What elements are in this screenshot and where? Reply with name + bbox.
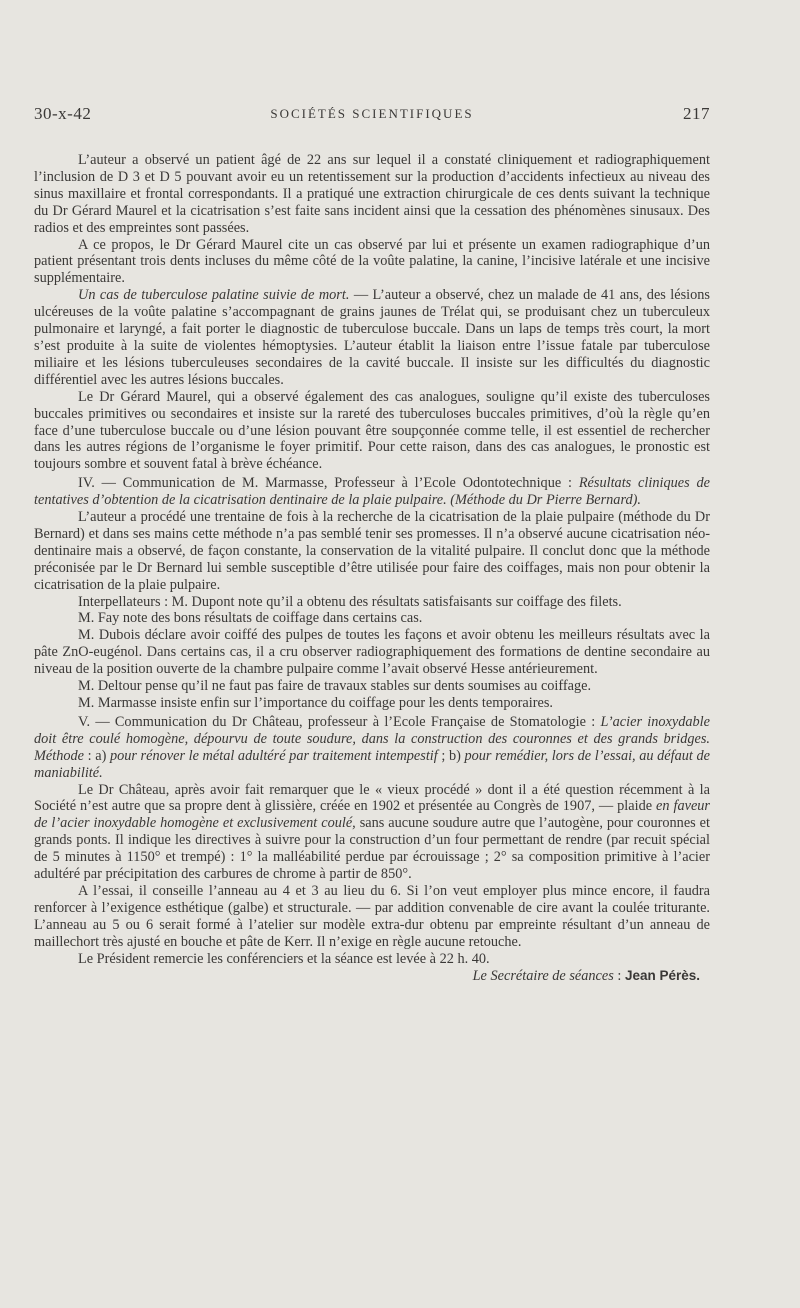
- article-body: [34, 152, 710, 984]
- paragraph-3: Un cas de tuberculose palatine suivie de mort. — L’auteur a observé, chez un malade de 41 ans, des lésions ulcéreuses de la voûte palatine s’accompagnant de grains jaunes de Trélat qui, se produisant chez un tuberculeux pulmonaire et laryngé, a fait porter le diagnostic de tuberculose buccale. Dans un laps de temps très court, la mort s’est produite à la suite de violentes hémoptysies. L’auteur établit la liaison entre l’issue fatale par tuberculose miliaire et les lésions tuberculeuses secondaires de la cavité buccale. Il insiste sur les difficultés du diagnostic différentiel avec les autres lésions buccales.: [34, 287, 710, 388]
- communication-iv-title: Résultats cliniques de tentatives d’obtention de la cicatrisation dentinaire de la plaie pulpaire. (Méthode du Dr Pierre Bernard).: [34, 475, 710, 509]
- paragraph-8: M. Fay note des bons résultats de coiffage dans certains cas.: [78, 610, 423, 627]
- paragraph-13: Le Dr Château, après avoir fait remarquer que le « vieux procédé » dont il a été question récemment à la Société n’est autre que sa propre dent à glissière, créée en 1902 et présentée au Congrès de 1907, — plaide en faveur de l’acier inoxydable homogène et exclusivement coulé, sans aucune soudure autre que l’autogène, pour couronnes et grands ponts. Il indique les directives à suivre pour la construction d’un four permettant de rendre (par recuit spécial de 5 minutes à 1150° et trempé) : 1° la malléabilité perdue par écrouissage ; 2° sa composition primitive à l’acier adultéré par précipitation des carbures de chrome à partir de 850°.: [34, 781, 711, 883]
- paragraph-14: A l’essai, il conseille l’anneau au 4 et 3 au lieu du 6. Si l’on veut employer plus mince encore, il faudra renforcer à l’exigence esthétique (galbe) et structurale. — par addition convenable de cire avant la coulée triturante. L’anneau au 5 ou 6 serait formé à l’atelier sur modèle extra-dur obtenu par empreinte résultant d’un anneau de maillechort très ajusté en bouche et pâte de Kerr. Il n’exige en règle aucune retouche.: [34, 882, 710, 950]
- signature: Le Secrétaire de séances : Jean Pérès.: [472, 967, 700, 984]
- page-number: 217: [683, 104, 710, 123]
- paragraph-6: L’auteur a procédé une trentaine de fois à la recherche de la cicatrisation de la plaie pulpaire (méthode du Dr Bernard) et dans ses mains cette méthode n’a pas semblé tenir ses promesses. Il n’a observé aucune cicatrisation néo-dentinaire mais a observé, de façon constante, la conservation de la vitalité pulpaire. Il conclut donc que la méthode préconisée par le Dr Bernard lui semble susceptible d’être utilisée pour faire des coiffages, mais non pour obtenir la cicatrisation de la plaie pulpaire.: [34, 509, 710, 593]
- case-title: Un cas de tuberculose palatine suivie de mort.: [78, 287, 350, 304]
- communication-iv: IV. — Communication de M. Marmasse, Professeur à l’Ecole Odontotechnique : Résultats cliniques de tentatives d’obtention de la cicatrisation dentinaire de la plaie pulpaire. (Méthode du Dr Pierre Bernard).: [34, 475, 710, 509]
- signature-role: Le Secrétaire de séances: [472, 967, 614, 984]
- communication-v-title: L’acier inoxydable doit être coulé homogène, dépourvu de toute soudure, dans la construction des couronnes et des grands bridges. Méthode: [34, 713, 711, 764]
- paragraph-1: L’auteur a observé un patient âgé de 22 ans sur lequel il a constaté cliniquement et radiographiquement l’inclusion de D 3 et D 5 pouvant avoir eu un retentissement sur la production d’accidents infectieux au niveau des sinus maxillaire et frontal correspondants. Il a pratiqué une extraction chirurgicale de ces dents suivant la technique du Dr Gérard Maurel et la cicatrisation s’est faite sans incident ainsi que la cessation des phénomènes sinusaux. Des radios et des empreintes sont passées.: [34, 152, 710, 236]
- page-date: 30-x-42: [34, 104, 92, 123]
- paragraph-2: A ce propos, le Dr Gérard Maurel cite un cas observé par lui et présente un examen radiographique d’un patient présentant trois dents incluses du même côté de la voûte palatine, la canine, l’incisive latérale et une incisive supplémentaire.: [34, 236, 710, 287]
- paragraph-11: M. Marmasse insiste enfin sur l’importance du coiffage pour les dents temporaires.: [78, 695, 553, 711]
- paragraph-10: M. Deltour pense qu’il ne faut pas faire de travaux stables sur dents soumises au coiffage.: [78, 678, 592, 695]
- paragraph-9: M. Dubois déclare avoir coiffé des pulpes de toutes les façons et avoir obtenu les meilleurs résultats avec la pâte ZnO-eugénol. Dans certains cas, il a cru observer radiographiquement des formations de dentine secondaire au niveau de la position ouverte de la chambre pulpaire comme l’avait observé Hesse antérieurement.: [34, 627, 710, 678]
- signature-name: Jean Pérès.: [624, 967, 700, 983]
- paragraph-7: Interpellateurs : M. Dupont note qu’il a obtenu des résultats satisfaisants sur coiffage des filets.: [78, 593, 622, 610]
- paragraph-4: Le Dr Gérard Maurel, qui a observé également des cas analogues, souligne qu’il existe des tuberculoses buccales primitives ou secondaires et insiste sur la rareté des tuberculoses buccales primitives, d’où la règle qu’en face d’une tuberculose buccale ou d’une lésion pouvant être soupçonnée comme telle, il est essentiel de rechercher dans les autres régions de l’organisme le foyer primitif. Pour cette raison, dans des cas analogues, le pronostic est toujours sombre et souvent fatal à brève échéance.: [34, 388, 710, 473]
- communication-v: V. — Communication du Dr Château, professeur à l’Ecole Française de Stomatologie : L’acier inoxydable doit être coulé homogène, dépourvu de toute soudure, dans la construction des couronnes et des grands bridges. Méthode : a) pour rénover le métal adultéré par traitement intempestif ; b) pour remédier, lors de l’essai, au défaut de maniabilité.: [34, 713, 711, 781]
- section-title: SOCIÉTÉS SCIENTIFIQUES: [270, 106, 474, 121]
- paragraph-15: Le Président remercie les conférenciers et la séance est levée à 22 h. 40.: [78, 950, 490, 967]
- running-head: [34, 104, 710, 128]
